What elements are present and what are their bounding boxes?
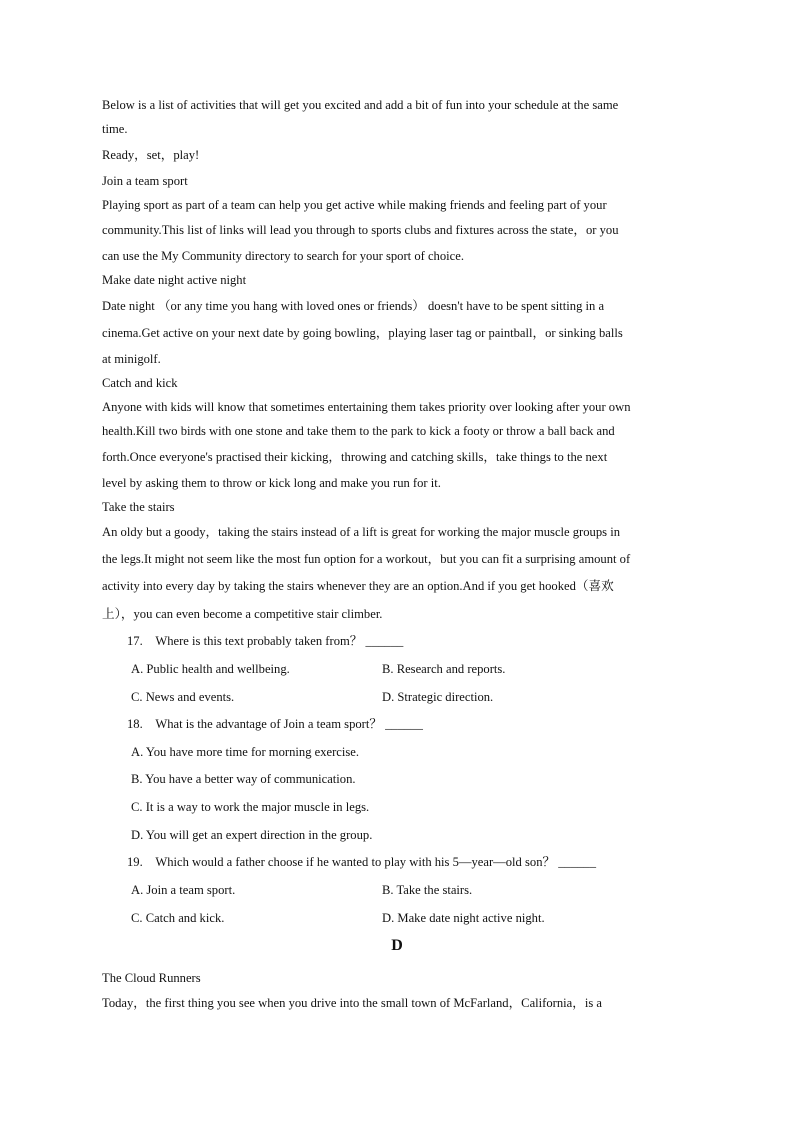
question-19-option-c: C. Catch and kick.: [131, 911, 225, 925]
question-19-option-d: D. Make date night active night.: [382, 911, 545, 925]
paragraph-line: community.This list of links will lead you through to sports clubs and fixtures across the state，or you: [102, 223, 619, 237]
section-heading: Make date night active night: [102, 273, 247, 287]
section-heading: Join a team sport: [102, 174, 188, 188]
paragraph-line: cinema.Get active on your next date by going bowling，playing laser tag or paintball，or sinking balls: [102, 326, 623, 340]
intro-line: Below is a list of activities that will get you excited and add a bit of fun into your schedule at the same: [102, 98, 619, 112]
paragraph-line: can use the My Community directory to search for your sport of choice.: [102, 249, 464, 263]
paragraph-line: forth.Once everyone's practised their kicking，throwing and catching skills，take things to the next: [102, 450, 608, 464]
question-18-stem: 18. What is the advantage of Join a team sport？ ______: [127, 717, 423, 731]
paragraph-line: the legs.It might not seem like the most fun option for a workout，but you can fit a surprising amount of: [102, 552, 631, 566]
question-17-option-b: B. Research and reports.: [382, 662, 506, 676]
question-18-option-a: A. You have more time for morning exercise.: [131, 745, 360, 759]
question-17-stem: 17. Where is this text probably taken from？ ______: [127, 634, 404, 648]
section-heading: Catch and kick: [102, 376, 178, 390]
question-19-option-b: B. Take the stairs.: [382, 883, 473, 897]
section-letter: D: [391, 937, 403, 954]
paragraph-line: level by asking them to throw or kick long and make you run for it.: [102, 476, 441, 490]
passage-title: Ready，set，play!: [102, 148, 200, 162]
question-18-option-c: C. It is a way to work the major muscle in legs.: [131, 800, 370, 814]
paragraph-line: health.Kill two birds with one stone and take them to the park to kick a footy or throw a ball back and: [102, 424, 615, 438]
question-18-option-b: B. You have a better way of communication.: [131, 772, 356, 786]
question-17-option-a: A. Public health and wellbeing.: [131, 662, 290, 676]
intro-line: time.: [102, 122, 128, 136]
question-17-option-d: D. Strategic direction.: [382, 690, 494, 704]
question-17-option-c: C. News and events.: [131, 690, 235, 704]
paragraph-line: Today，the first thing you see when you drive into the small town of McFarland，California，is a: [102, 996, 602, 1010]
paragraph-line: Anyone with kids will know that sometimes entertaining them takes priority over looking after your own: [102, 400, 631, 414]
paragraph-line: 上），you can even become a competitive stair climber.: [102, 607, 383, 621]
question-19-stem: 19. Which would a father choose if he wanted to play with his 5—year—old son？ ______: [127, 855, 597, 869]
question-18-option-d: D. You will get an expert direction in the group.: [131, 828, 373, 842]
passage-title: The Cloud Runners: [102, 971, 201, 985]
paragraph-line: Playing sport as part of a team can help you get active while making friends and feeling part of your: [102, 198, 607, 212]
section-heading: Take the stairs: [102, 500, 175, 514]
paragraph-line: activity into every day by taking the stairs whenever they are an option.And if you get hooked（喜欢: [102, 579, 614, 593]
paragraph-line: at minigolf.: [102, 352, 161, 366]
paragraph-line: An oldy but a goody，taking the stairs instead of a lift is great for working the major muscle groups in: [102, 525, 620, 539]
paragraph-line: Date night （or any time you hang with loved ones or friends） doesn't have to be spent sitting in a: [102, 299, 605, 313]
question-19-option-a: A. Join a team sport.: [131, 883, 236, 897]
